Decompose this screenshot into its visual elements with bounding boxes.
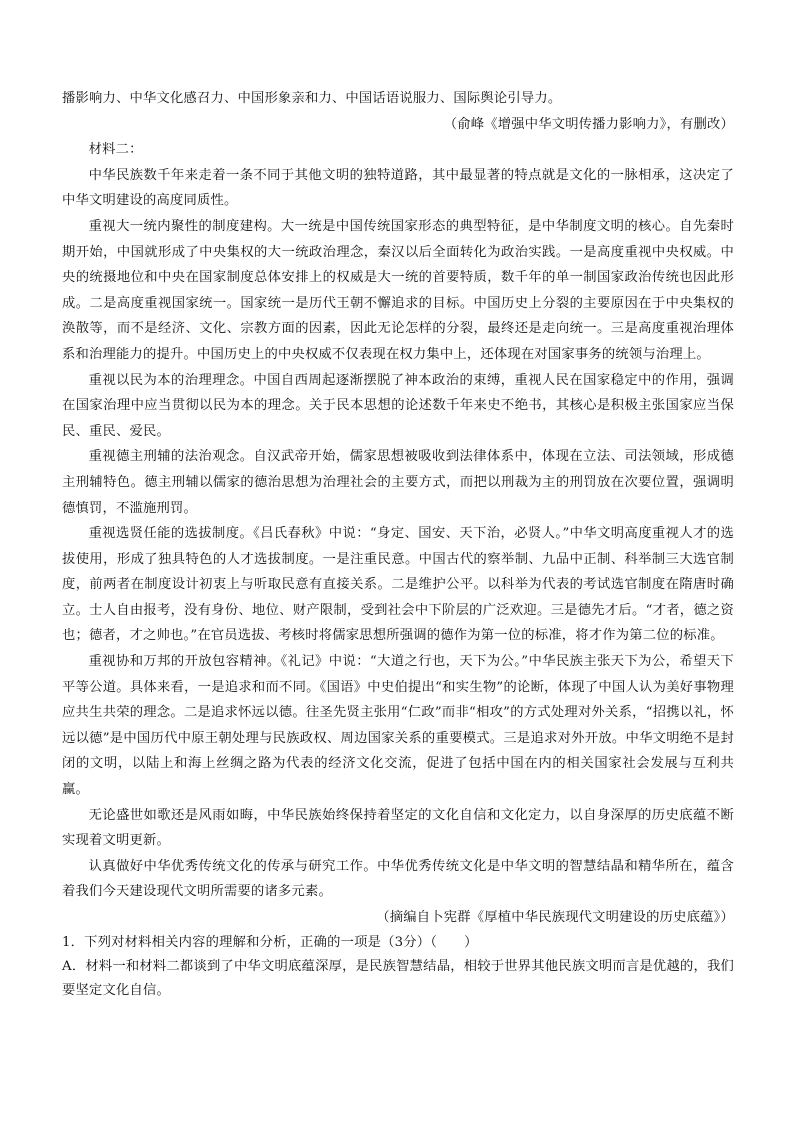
option-a: A．材料一和材料二都谈到了中华文明底蕴深厚，是民族智慧结晶，相较于世界其他民族文明而言是优越的，我们要坚定文化自信。: [62, 958, 734, 998]
citation-2: （摘编自卜宪群《厚植中华民族现代文明建设的历史底蕴》）: [376, 910, 734, 925]
continued-line: 播影响力、中华文化感召力、中国形象亲和力、中国话语说服力、国际舆论引导力。: [62, 91, 562, 106]
citation-1: （俞峰《增强中华文明传播力影响力》，有删改）: [443, 116, 734, 132]
paragraph: 重视协和万邦的开放包容精神。《礼记》中说：“大道之行也，天下为公。”中华民族主张天下为公，希望天下平等公道。具体来看，一是追求和而不同。《国语》中史伯提出“和实生物”的论断，体现了中国人认为美好事物理应共生共荣的理念。二是追求怀远以德。往圣先贤主张用“仁政”而非“相攻”的方式处理对外关系，“招携以礼，怀远以德”是中国历代中原王朝处理与民族政权、周边国家关系的重要模式。三是追求对外开放。中华文明绝不是封闭的文明，以陆上和海上丝绸之路为代表的经济文化交流，促进了包括中国在内的相关国家社会发展与互利共赢。: [62, 654, 734, 798]
paragraph: 重视德主刑辅的法治观念。自汉武帝开始，儒家思想被吸收到法律体系中，体现在立法、司法领域，形成德主刑辅特色。德主刑辅以儒家的德治思想为治理社会的主要方式，而把以刑裁为主的刑罚放在次要位置，强调明德慎罚，不滥施刑罚。: [62, 449, 734, 516]
question-stem: 1．下列对材料相关内容的理解和分析，正确的一项是（3分）（ ）: [62, 934, 478, 950]
paragraph: 无论盛世如歌还是风雨如晦，中华民族始终保持着坚定的文化自信和文化定力，以自身深厚的历史底蕴不断实现着文明更新。: [62, 807, 734, 849]
material-label: 材料二：: [88, 142, 143, 158]
paragraph: 中华民族数千年来走着一条不同于其他文明的独特道路，其中最显著的特点就是文化的一脉相承，这决定了中华文明建设的高度同质性。: [62, 167, 734, 209]
question-block: [62, 931, 734, 1003]
paragraph: 重视选贤任能的选拔制度。《吕氏春秋》中说：“身定、国安、天下治，必贤人。”中华文明高度重视人才的选拔使用，形成了独具特色的人才选拔制度。一是注重民意。中国古代的察举制、九品中正制、科举制三大选官制度，前两者在制度设计初衷上与听取民意有直接关系。二是维护公平。以科举为代表的考试选官制度在隋唐时确立。士人自由报考，没有身份、地位、财产限制，受到社会中下阶层的广泛欢迎。三是德先才后。“才者，德之资也；德者，才之帅也。”在官员选拔、考核时将儒家思想所强调的德作为第一位的标准，将才作为第二位的标准。: [62, 526, 734, 644]
paragraph: 重视以民为本的治理理念。中国自西周起逐渐摆脱了神本政治的束缚，重视人民在国家稳定中的作用，强调在国家治理中应当贯彻以民为本的理念。关于民本思想的论述数千年来史不绝书，其核心是积极主张国家应当保民、重民、爱民。: [62, 372, 734, 439]
article-body: [62, 86, 734, 1003]
paragraph: 认真做好中华优秀传统文化的传承与研究工作。中华优秀传统文化是中华文明的智慧结晶和精华所在，蕴含着我们今天建设现代文明所需要的诸多元素。: [62, 858, 734, 900]
paragraph: 重视大一统内聚性的制度建构。大一统是中国传统国家形态的典型特征，是中华制度文明的核心。自先秦时期开始，中国就形成了中央集权的大一统政治理念，秦汉以后全面转化为政治实践。一是高度重视中央权威。中央的统摄地位和中央在国家制度总体安排上的权威是大一统的首要特质，数千年的单一制国家政治传统也因此形成。二是高度重视国家统一。国家统一是历代王朝不懈追求的目标。中国历史上分裂的主要原因在于中央集权的涣散等，而不是经济、文化、宗教方面的因素，因此无论怎样的分裂，最终还是走向统一。三是高度重视治理体系和治理能力的提升。中国历史上的中央权威不仅表现在权力集中上，还体现在对国家事务的统领与治理上。: [62, 218, 734, 362]
